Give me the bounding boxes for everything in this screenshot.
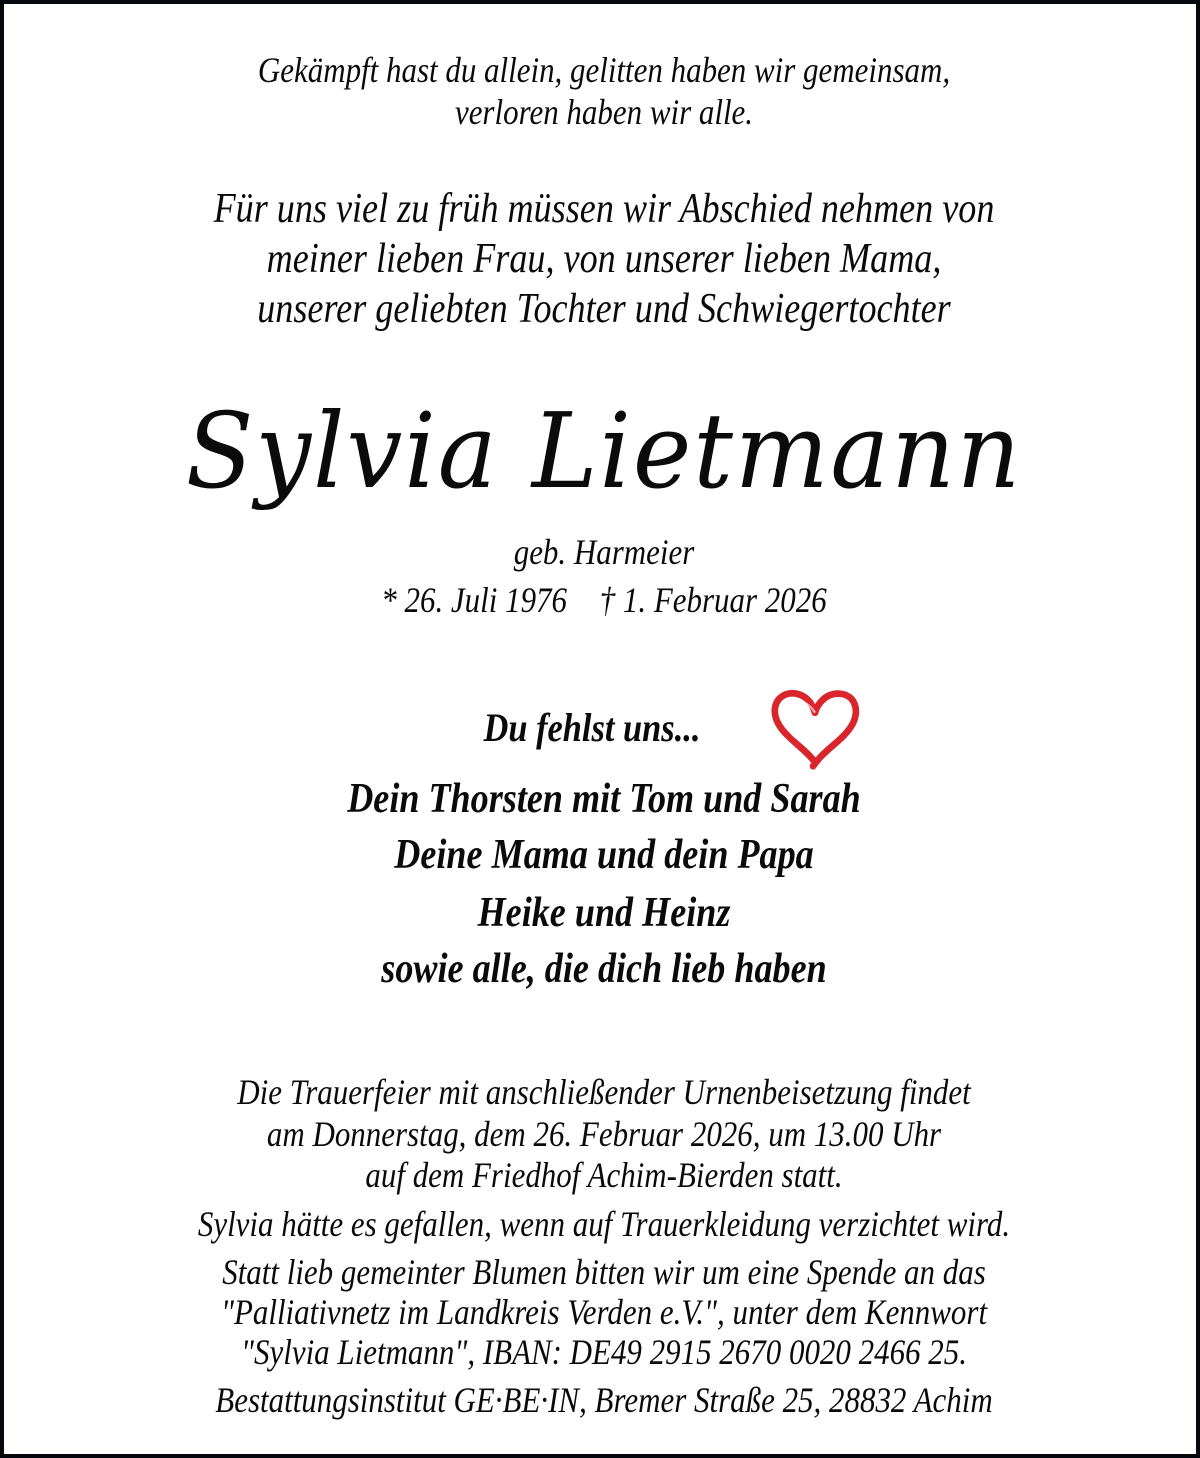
death-date: † 1. Februar 2026 — [599, 580, 827, 620]
mourner-line-1: Dein Thorsten mit Tom und Sarah — [347, 776, 861, 822]
intro-line-3: unserer geliebten Tochter und Schwiegertochter — [257, 286, 951, 332]
intro-line-1: Für uns viel zu früh müssen wir Abschied nehmen von — [213, 186, 995, 232]
birth-date: * 26. Juli 1976 — [381, 580, 568, 620]
heart-outline-icon — [766, 686, 864, 772]
donation-line-3: "Sylvia Lietmann", IBAN: DE49 2915 2670 0020 2466 25. — [241, 1332, 967, 1372]
donation-line-1: Statt lieb gemeinter Blumen bitten wir um eine Spende an das — [222, 1252, 986, 1292]
donation-line-2: "Palliativnetz im Landkreis Verden e.V.", unter dem Kennwort — [220, 1292, 988, 1332]
mourner-line-2: Deine Mama und dein Papa — [394, 832, 814, 878]
intro-line-2: meiner lieben Frau, von unserer lieben Mama, — [266, 236, 942, 282]
dress-note: Sylvia hätte es gefallen, wenn auf Trauerkleidung verzichtet wird. — [197, 1204, 1011, 1244]
life-dates — [88, 582, 1120, 618]
quote-line-1: Gekämpft hast du allein, gelitten haben wir gemeinsam, — [257, 50, 951, 90]
funeral-home: Bestattungsinstitut GE·BE·IN, Bremer Straße 25, 28832 Achim — [215, 1380, 993, 1420]
deceased-name: Sylvia Lietmann — [185, 390, 1023, 512]
mourner-line-3: Heike und Heinz — [477, 890, 731, 936]
missing-you-text: Du fehlst uns... — [483, 705, 701, 750]
ceremony-line-1: Die Trauerfeier mit anschließender Urnenbeisetzung findet — [237, 1072, 971, 1112]
maiden-name: geb. Harmeier — [513, 532, 695, 572]
mourner-line-4: sowie alle, die dich lieb haben — [381, 946, 827, 992]
ceremony-line-2: am Donnerstag, dem 26. Februar 2026, um 13.00 Uhr — [266, 1114, 942, 1154]
quote-line-2: verloren haben wir alle. — [454, 92, 754, 132]
ceremony-line-3: auf dem Friedhof Achim-Bierden statt. — [365, 1155, 843, 1195]
